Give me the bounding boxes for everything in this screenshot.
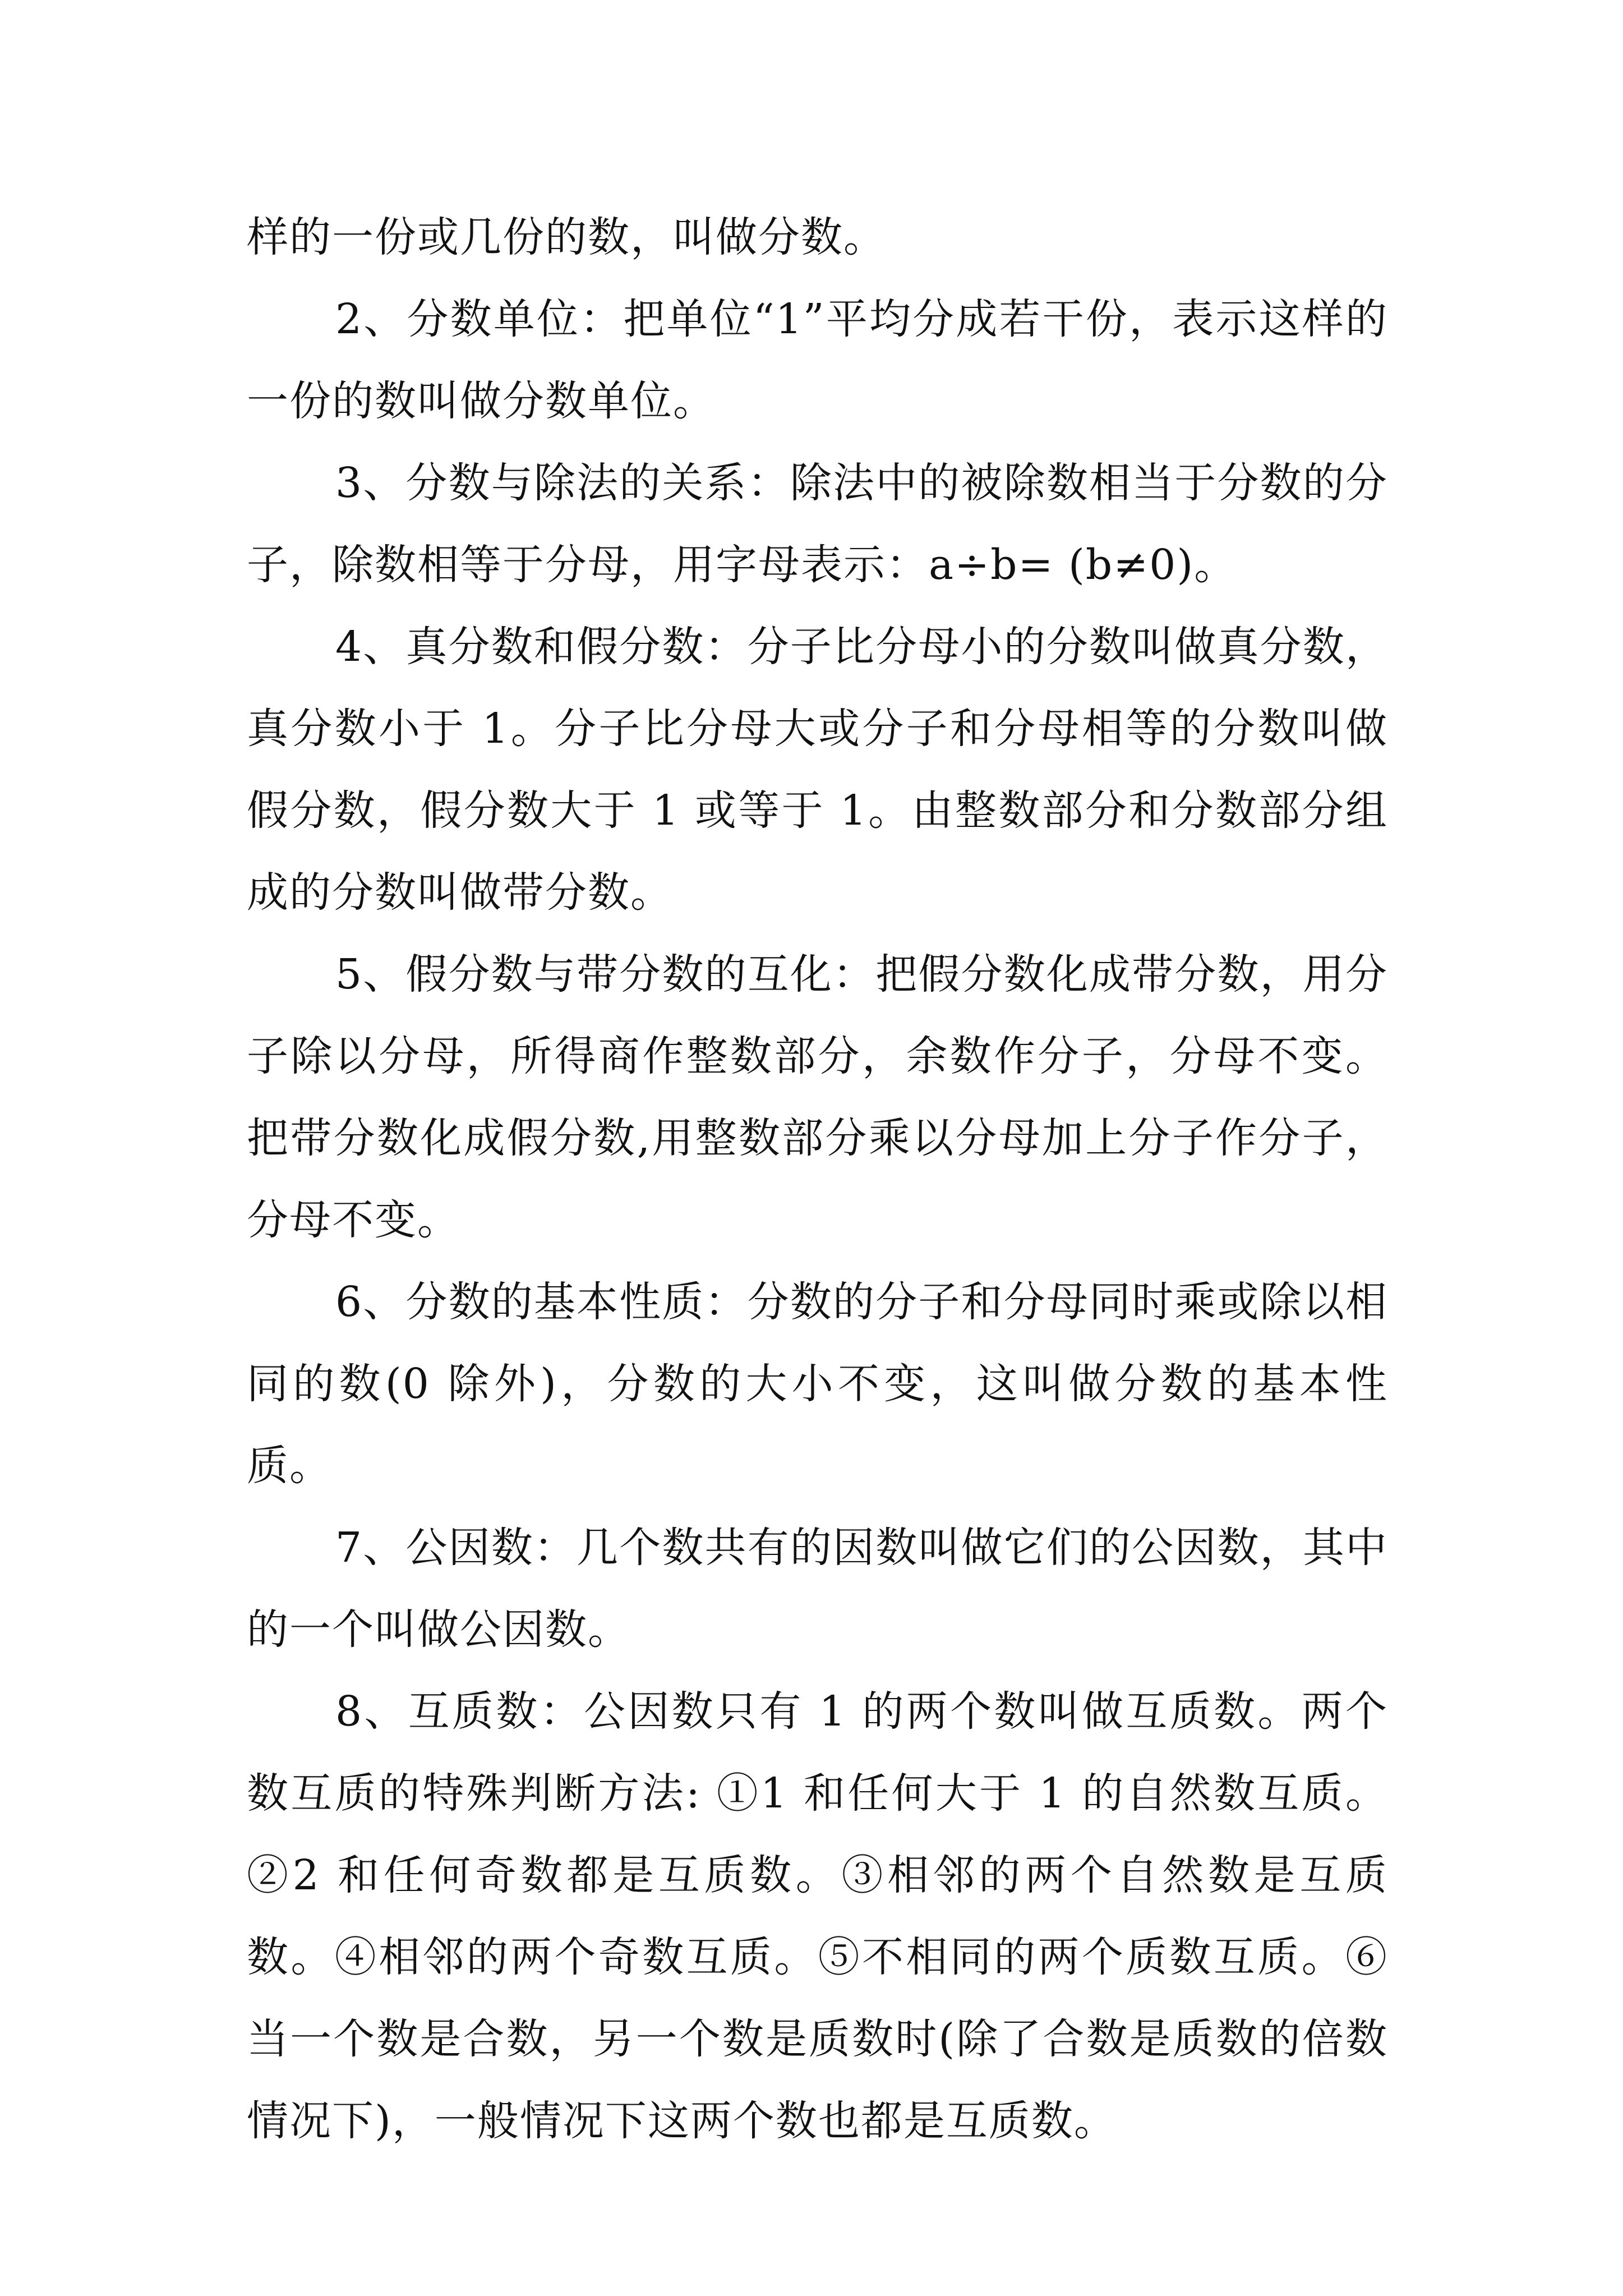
paragraph-coprime-numbers: 8、互质数：公因数只有 1 的两个数叫做互质数。两个数互质的特殊判断方法: ①1 和任何大于 1 的自然数互质。②2 和任何奇数都是互质数。③相邻的两个自然数是互质数。④相邻的两个奇数互质。⑤不相同的两个质数互质。⑥当一个数是合数，另一个数是质数时(除了合数是质数的倍数情况下)，一般情况下这两个数也都是互质数。: [247, 1687, 1388, 2145]
paragraph-proper-improper-fractions: 4、真分数和假分数：分子比分母小的分数叫做真分数，真分数小于 1。分子比分母大或分子和分母相等的分数叫做假分数，假分数大于 1 或等于 1。由整数部分和分数部分组成的分数叫做带分数。: [247, 623, 1388, 917]
paragraph-improper-mixed-conversion: 5、假分数与带分数的互化：把假分数化成带分数，用分子除以分母，所得商作整数部分，余数作分子，分母不变。把带分数化成假分数,用整数部分乘以分母加上分子作分子，分母不变。: [247, 950, 1388, 1244]
document-body: [247, 196, 1388, 2162]
paragraph-fraction-definition-end: 样的一份或几份的数，叫做分数。: [247, 213, 886, 261]
paragraph-common-factor: 7、公因数：几个数共有的因数叫做它们的公因数，其中的一个叫做公因数。: [247, 1524, 1388, 1654]
paragraph-fraction-unit: 2、分数单位：把单位“1”平均分成若干份，表示这样的一份的数叫做分数单位。: [247, 295, 1388, 425]
paragraph-basic-property: 6、分数的基本性质：分数的分子和分母同时乘或除以相同的数(0 除外)，分数的大小不变，这叫做分数的基本性质。: [247, 1278, 1388, 1490]
paragraph-fraction-division-relation: 3、分数与除法的关系：除法中的被除数相当于分数的分子，除数相等于分母，用字母表示：a÷b= (b≠0)。: [247, 459, 1388, 589]
